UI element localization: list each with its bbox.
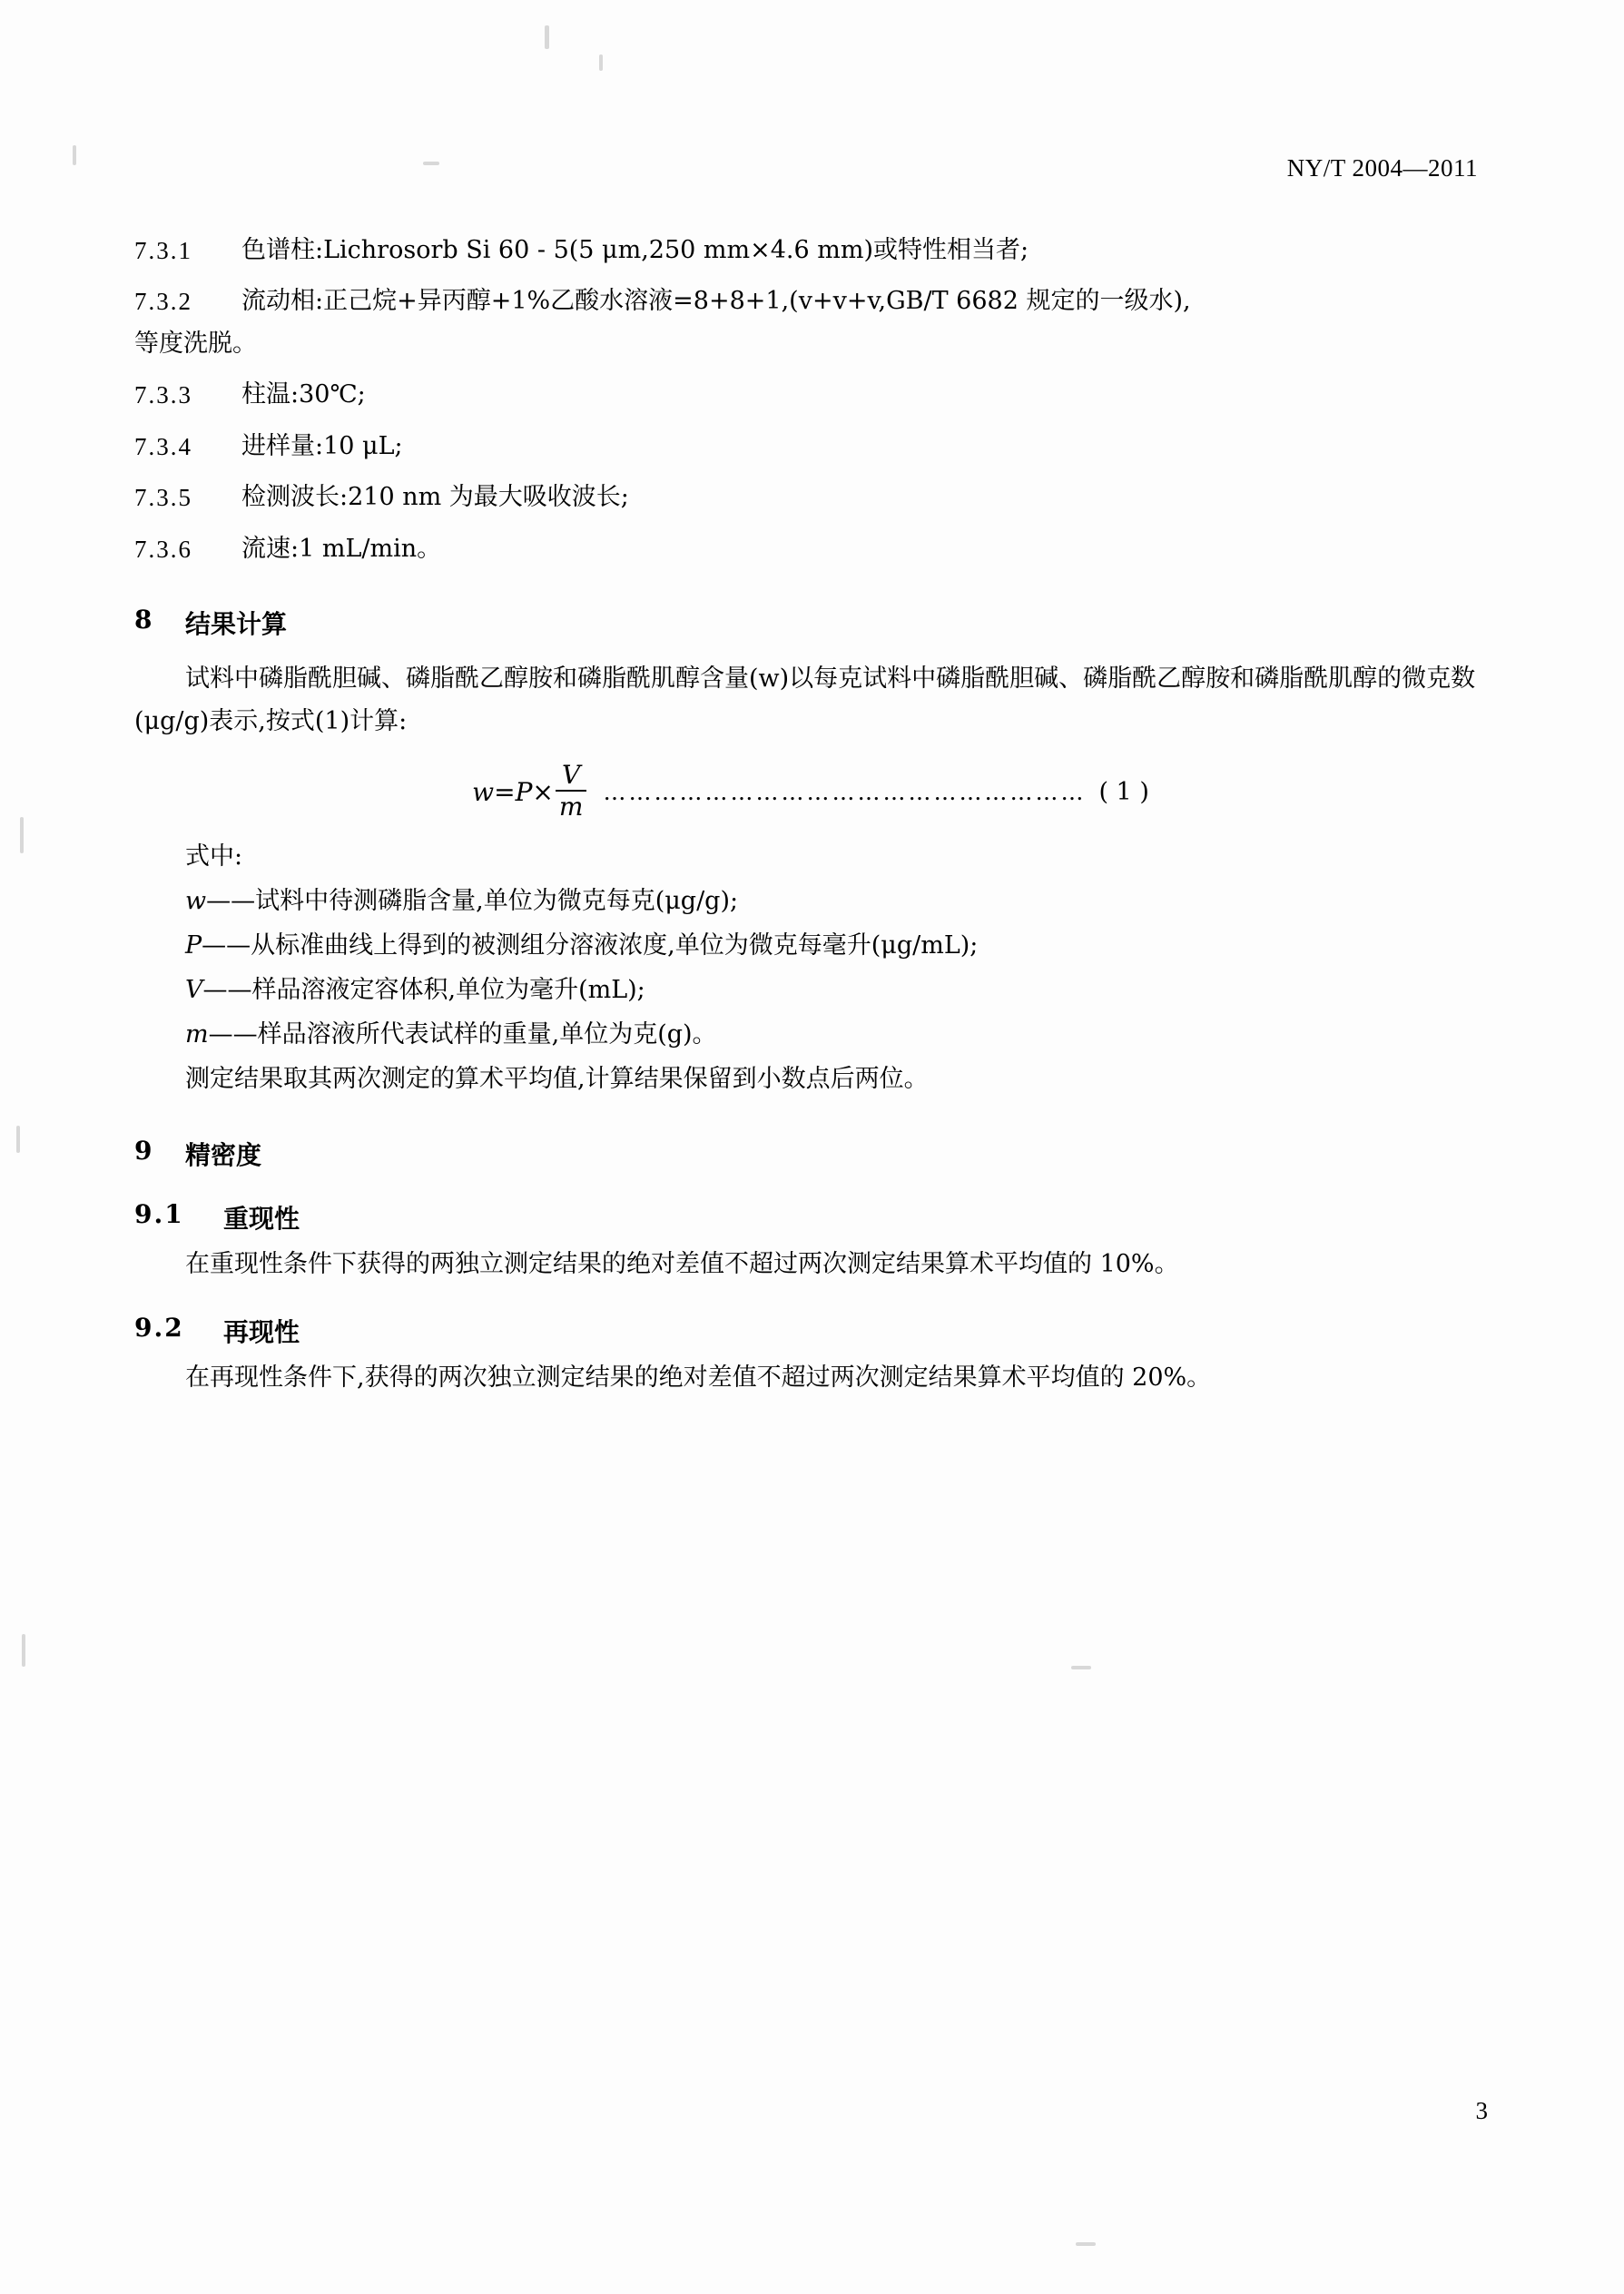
clause-7-3-3	[134, 374, 1487, 416]
definition-text: ——样品溶液所代表试样的重量,单位为克(g)。	[208, 1020, 717, 1049]
section-number: 8	[134, 605, 153, 635]
scan-artifact	[73, 145, 76, 165]
clause-number: 7.3.6	[134, 535, 192, 563]
section-title: 精密度	[185, 1140, 262, 1171]
definition-item	[185, 925, 1487, 968]
definition-symbol: P	[185, 931, 202, 960]
definition-symbol: V	[185, 976, 203, 1005]
clause-number: 7.3.4	[134, 432, 192, 460]
subsection-9-1-text: 在重现性条件下获得的两独立测定结果的绝对差值不超过两次测定结果算术平均值的 10%。	[185, 1250, 1179, 1279]
where-label: 式中:	[185, 842, 243, 871]
formula-number: ( 1 )	[1098, 778, 1149, 807]
section-title: 结果计算	[185, 609, 288, 640]
clause-7-3-1	[134, 230, 1487, 271]
scan-artifact	[16, 1126, 20, 1153]
subsection-title: 再现性	[223, 1317, 300, 1348]
clause-7-3-5	[134, 477, 1487, 518]
section8-paragraph: 试料中磷脂酰胆碱、磷脂酰乙醇胺和磷脂酰肌醇含量(w)以每克试料中磷脂酰胆碱、磷脂酰乙醇胺和磷脂酰肌醇的微克数(μg/g)表示,按式(1)计算:	[134, 665, 1476, 736]
scan-artifact	[20, 817, 24, 853]
page-content	[134, 154, 1487, 1405]
definition-item	[185, 970, 1487, 1012]
clause-number: 7.3.1	[134, 237, 192, 264]
formula-leader-dots: …………………………………………………	[603, 779, 1087, 806]
definition-text: ——从标准曲线上得到的被测组分溶液浓度,单位为微克每毫升(μg/mL);	[202, 931, 979, 960]
page-number: 3	[1475, 2097, 1488, 2124]
subsection-heading-9-1	[134, 1199, 1487, 1236]
section-heading-8	[134, 605, 1487, 641]
formula-legend	[185, 836, 1487, 1101]
clause-number: 7.3.3	[134, 381, 192, 409]
page-header: NY/T 2004—2011	[1286, 154, 1478, 182]
clause-text: 色谱柱:Lichrosorb Si 60 - 5(5 μm,250 mm×4.6 mm)或特性相当者;	[241, 236, 1029, 264]
clause-7-3-4	[134, 426, 1487, 468]
clause-text: 检测波长:210 nm 为最大吸收波长;	[241, 483, 629, 512]
subsection-title: 重现性	[223, 1204, 300, 1235]
scan-artifact	[545, 25, 549, 49]
section-number: 9	[134, 1136, 153, 1167]
section8-closing: 测定结果取其两次测定的算术平均值,计算结果保留到小数点后两位。	[185, 1065, 929, 1094]
clause-text-line1: 流动相:正己烷+异丙醇+1%乙酸水溶液=8+8+1,(v+v+v,GB/T 6682 规定的一级水),	[241, 287, 1191, 316]
scan-artifact	[1076, 2242, 1096, 2246]
clause-number: 7.3.2	[134, 288, 192, 316]
definition-text: ——样品溶液定容体积,单位为毫升(mL);	[202, 976, 645, 1005]
formula-expression	[472, 759, 588, 822]
subsection-number: 9.1	[134, 1199, 184, 1230]
scan-artifact	[1071, 1666, 1091, 1669]
clause-7-3-2	[134, 281, 1487, 365]
definition-symbol: w	[185, 887, 207, 916]
formula-fraction	[556, 759, 587, 822]
clause-text: 柱温:30℃;	[241, 380, 366, 409]
formula-numerator: V	[562, 759, 581, 790]
formula-1	[134, 759, 1487, 822]
definition-item	[185, 881, 1487, 923]
subsection-number: 9.2	[134, 1313, 184, 1344]
formula-lhs: w=P×	[472, 777, 554, 808]
subsection-heading-9-2	[134, 1313, 1487, 1349]
scan-artifact	[599, 54, 603, 71]
subsection-9-2-text: 在再现性条件下,获得的两次独立测定结果的绝对差值不超过两次测定结果算术平均值的 20%。	[185, 1364, 1212, 1393]
definition-item	[185, 1014, 1487, 1057]
scan-artifact	[22, 1634, 25, 1667]
definition-list	[185, 881, 1487, 1057]
clause-7-3-6	[134, 528, 1487, 570]
definition-symbol: m	[185, 1020, 209, 1049]
section-heading-9	[134, 1136, 1487, 1172]
clause-text: 进样量:10 μL;	[241, 431, 403, 460]
definition-text: ——试料中待测磷脂含量,单位为微克每克(μg/g);	[206, 887, 739, 916]
formula-denominator: m	[558, 791, 584, 822]
clause-text: 流速:1 mL/min。	[241, 534, 442, 563]
clause-text-line2: 等度洗脱。	[134, 329, 257, 358]
clause-number: 7.3.5	[134, 484, 192, 512]
